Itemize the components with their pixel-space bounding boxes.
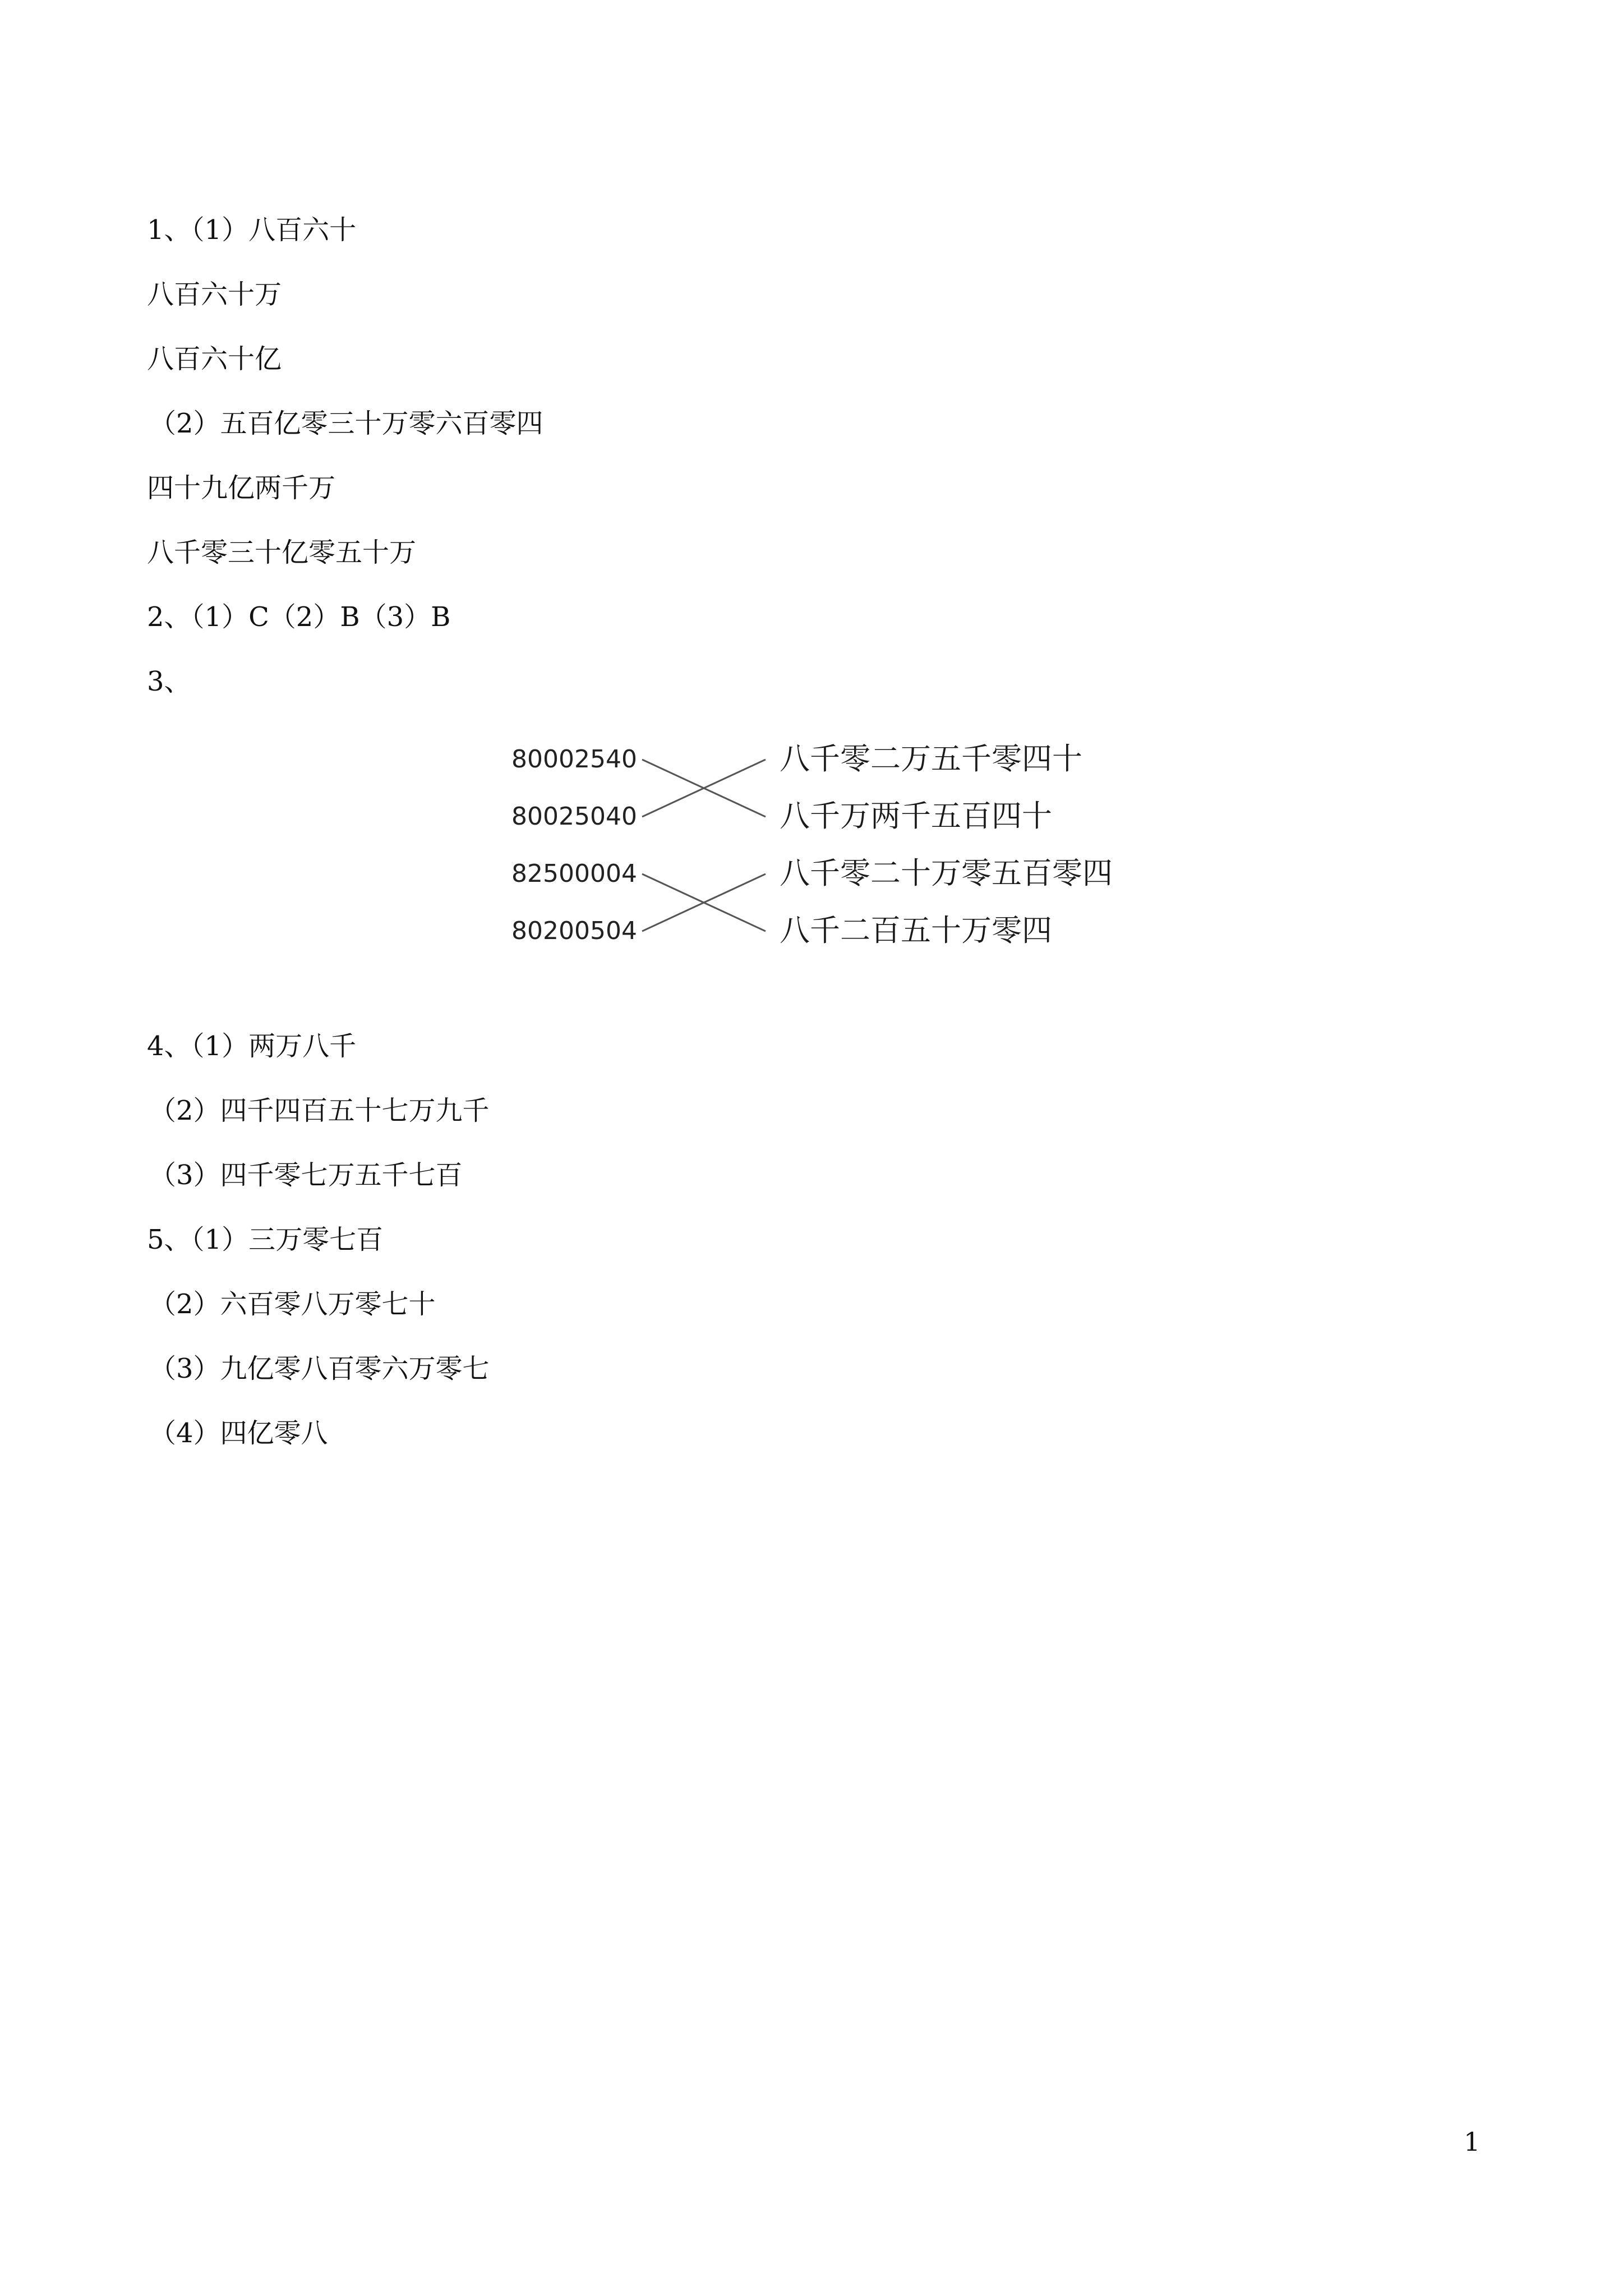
match-word-2: 八千万两千五百四十 [780,798,1052,834]
answer-2: 2、（1）C（2）B（3）B [147,601,451,633]
answer-1-1b: 八百六十万 [147,279,282,310]
answer-5-1: 5、（1）三万零七百 [147,1224,384,1255]
answer-1-2c: 八千零三十亿零五十万 [147,537,417,568]
answer-1-2b: 四十九亿两千万 [147,472,336,504]
match-number-4: 80200504 [511,917,637,945]
answer-5-4: （4）四亿零八 [149,1418,328,1449]
answer-1-2: （2）五百亿零三十万零六百零四 [149,408,543,439]
answer-4-2: （2）四千四百五十七万九千 [149,1095,490,1126]
match-word-1: 八千零二万五千零四十 [780,741,1082,776]
answer-4-3: （3）四千零七万五千七百 [149,1159,463,1191]
answer-5-2: （2）六百零八万零七十 [149,1289,436,1320]
match-word-3: 八千零二十万零五百零四 [780,855,1113,891]
page-number: 1 [1464,2127,1481,2157]
answer-1-1c: 八百六十亿 [147,343,282,375]
answer-4-1: 4、（1）两万八千 [147,1030,357,1062]
match-word-4: 八千二百五十万零四 [780,913,1052,948]
matching-diagram [505,735,1133,959]
answer-1-1: 1、（1）八百六十 [147,214,357,246]
answer-3-label: 3、 [147,666,191,697]
answer-5-3: （3）九亿零八百零六万零七 [149,1353,490,1384]
match-number-1: 80002540 [511,745,637,774]
match-number-2: 80025040 [511,802,637,831]
match-number-3: 82500004 [511,859,637,888]
